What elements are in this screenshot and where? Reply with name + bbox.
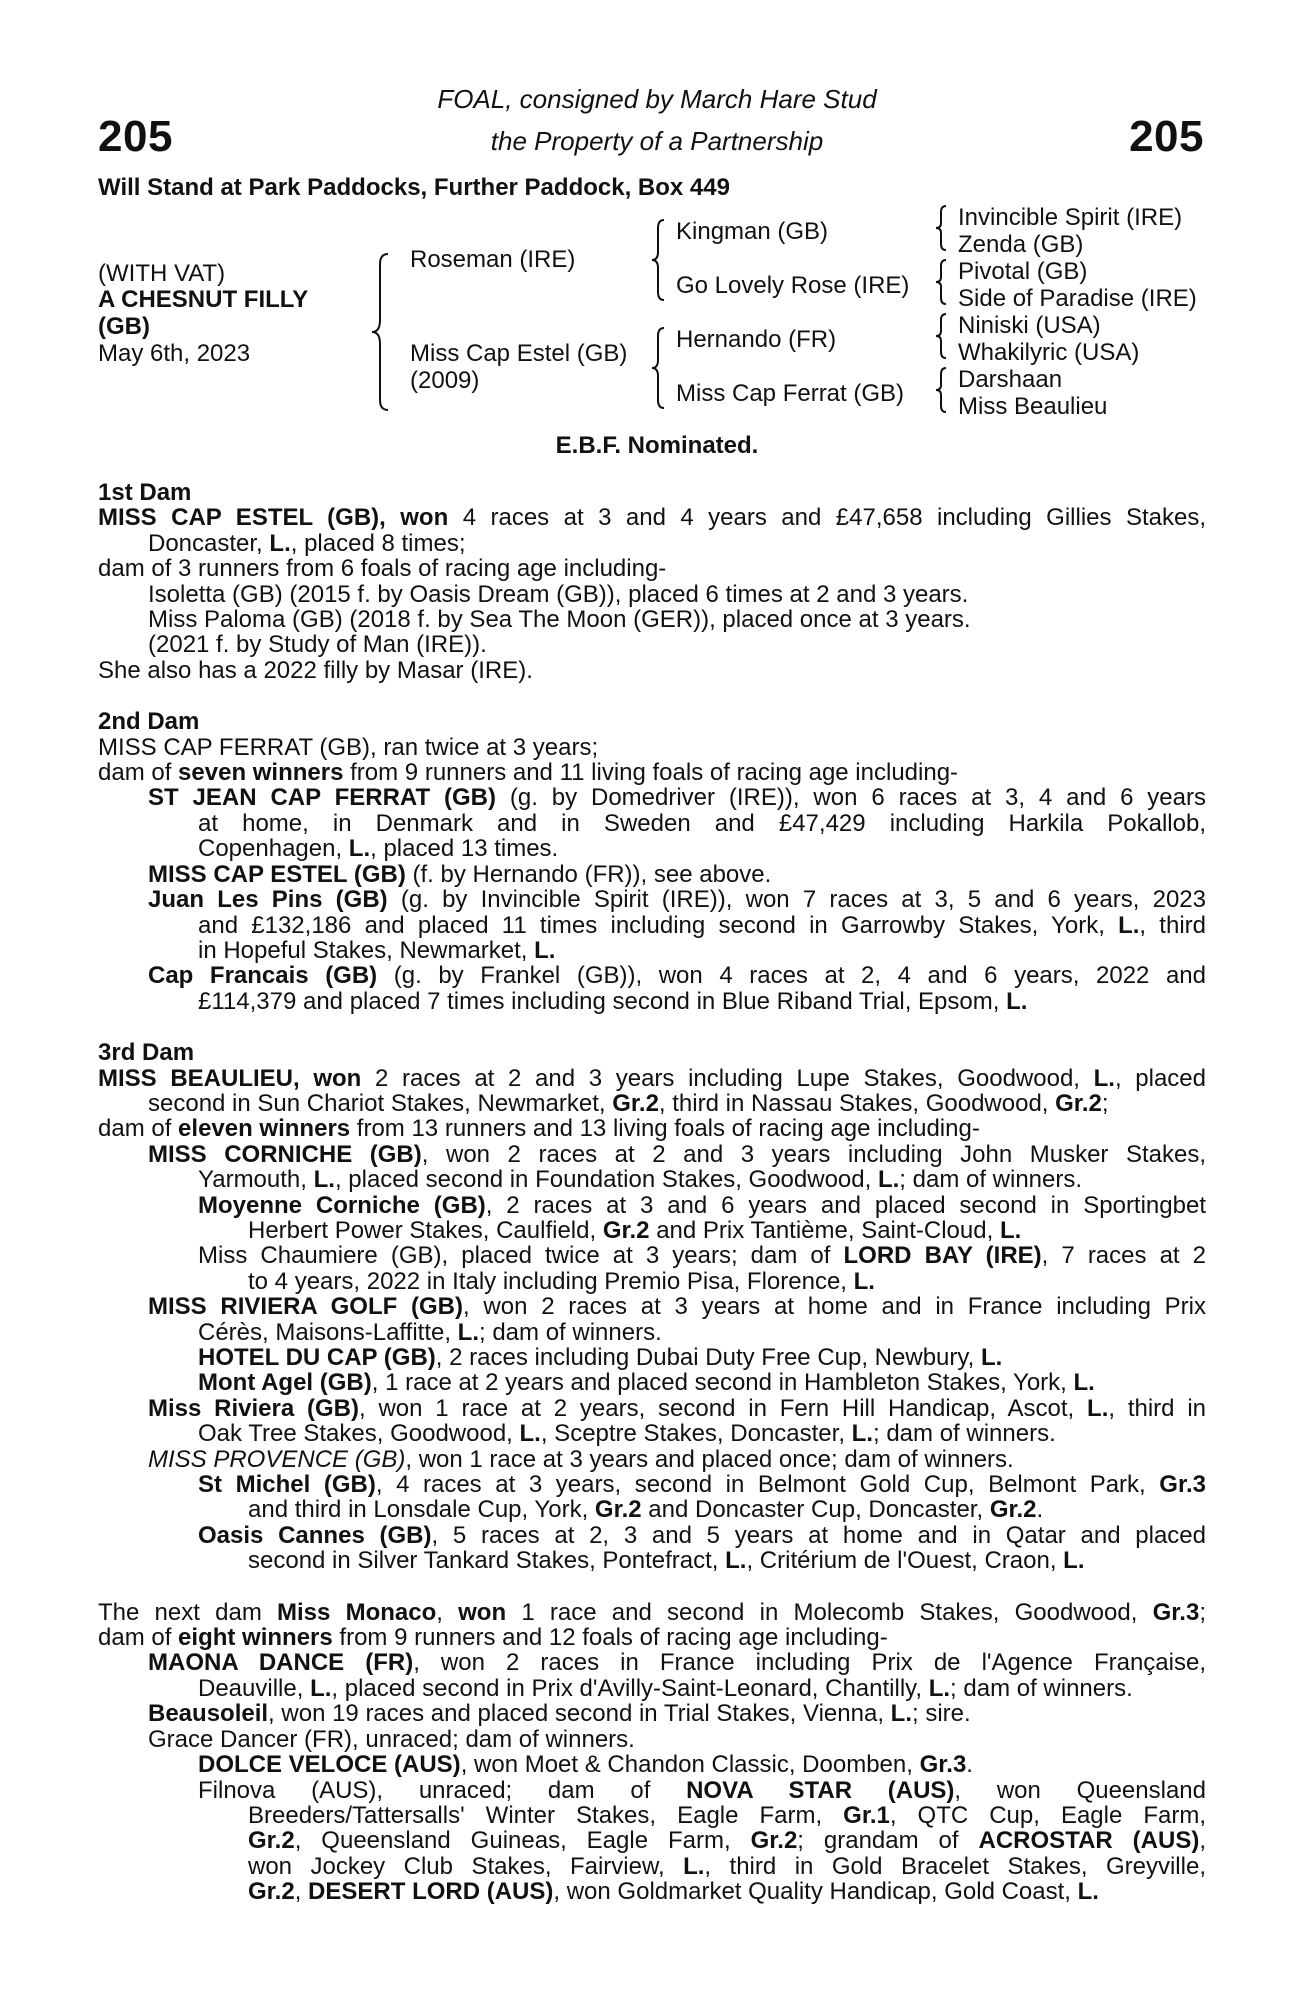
miss-riviera-line-1: Miss Riviera (GB), won 1 race at 2 years, second in Fern Hill Handicap, Ascot, L., third in: [148, 1394, 1206, 1422]
lot-number-left: 205: [98, 112, 173, 161]
horse-origin: (GB): [98, 313, 150, 340]
miss-beaulieu-line-2: second in Sun Chariot Stakes, Newmarket, Gr.2, third in Nassau Stakes, Goodwood, Gr.2;: [148, 1089, 1109, 1117]
miss-riviera-golf-line-1: MISS RIVIERA GOLF (GB), won 2 races at 3 years at home and in France including Prix: [148, 1293, 1207, 1321]
first-dam-line-4: Isoletta (GB) (2015 f. by Oasis Dream (GB)), placed 6 times at 2 and 3 years.: [148, 580, 969, 608]
filnova-line-1: Filnova (AUS), unraced; dam of NOVA STAR (AUS), won Queensland: [198, 1776, 1206, 1804]
miss-riviera-line-2: Oak Tree Stakes, Goodwood, L., Sceptre Stakes, Doncaster, L.; dam of winners.: [198, 1420, 1056, 1448]
moyenne-corniche-line-1: Moyenne Corniche (GB), 2 races at 3 and 6 years and placed second in Sportingbet: [198, 1191, 1206, 1219]
property-line: the Property of a Partnership: [490, 126, 824, 156]
oasis-cannes-line-2: second in Silver Tankard Stakes, Pontefract, L., Critérium de l'Ouest, Craon, L.: [248, 1547, 1085, 1575]
miss-corniche-line-1: MISS CORNICHE (GB), won 2 races at 2 and 3 years including John Musker Stakes,: [148, 1140, 1207, 1168]
g-brace-1: [934, 204, 948, 252]
first-dam-line-6: (2021 f. by Study of Man (IRE)).: [148, 631, 487, 659]
juan-les-pins-line-2: and £132,186 and placed 11 times including second in Garrowby Stakes, York, L., third: [198, 911, 1206, 939]
dam-name: Miss Cap Estel (GB): [410, 340, 628, 367]
pedigree-brace-main: [370, 252, 392, 412]
dam-sire: Hernando (FR): [676, 326, 837, 353]
g-brace-3: [934, 312, 948, 360]
miss-riviera-golf-line-2: Cérès, Maisons-Laffitte, L.; dam of winners.: [198, 1318, 662, 1346]
dam-year: (2009): [410, 367, 480, 394]
ancestor-2: Zenda (GB): [958, 231, 1084, 258]
filnova-line-4: won Jockey Club Stakes, Fairview, L., third in Gold Bracelet Stakes, Greyville,: [248, 1852, 1206, 1880]
cap-francais-line-2: £114,379 and placed 7 times including second in Blue Riband Trial, Epsom, L.: [198, 987, 1028, 1015]
horse-name: A CHESNUT FILLY: [98, 286, 309, 313]
st-michel-line-1: St Michel (GB), 4 races at 3 years, second in Belmont Gold Cup, Belmont Park, Gr.3: [198, 1471, 1206, 1499]
dam-brace: [650, 326, 666, 410]
first-dam-line-2: Doncaster, L., placed 8 times;: [148, 529, 466, 557]
miss-corniche-line-2: Yarmouth, L., placed second in Foundation Stakes, Goodwood, L.; dam of winners.: [198, 1166, 1083, 1194]
filnova-line-3: Gr.2, Queensland Guineas, Eagle Farm, Gr.2; grandam of ACROSTAR (AUS),: [248, 1827, 1206, 1855]
ancestor-4: Side of Paradise (IRE): [958, 285, 1197, 312]
cap-francais-line-1: Cap Francais (GB) (g. by Frankel (GB)), won 4 races at 2, 4 and 6 years, 2022 and: [148, 962, 1207, 990]
st-michel-line-2: and third in Lonsdale Cup, York, Gr.2 and Doncaster Cup, Doncaster, Gr.2.: [248, 1496, 1044, 1524]
mont-agel-line: Mont Agel (GB), 1 race at 2 years and placed second in Hambleton Stakes, York, L.: [198, 1369, 1095, 1397]
st-jean-line-1: ST JEAN CAP FERRAT (GB) (g. by Domedriver (IRE)), won 6 races at 3, 4 and 6 years: [148, 784, 1206, 812]
g-brace-4: [934, 366, 948, 414]
consignor-line: FOAL, consigned by March Hare Stud: [437, 84, 877, 114]
hotel-du-cap-line: HOTEL DU CAP (GB), 2 races including Dubai Duty Free Cup, Newbury, L.: [198, 1344, 1003, 1371]
sire-brace: [650, 218, 666, 302]
catalogue-body: [98, 480, 1206, 1905]
grace-dancer-line: Grace Dancer (FR), unraced; dam of winners.: [148, 1725, 635, 1753]
ancestor-7: Darshaan: [958, 366, 1063, 393]
dolce-veloce-line: DOLCE VELOCE (AUS), won Moet & Chandon Classic, Doomben, Gr.3.: [198, 1751, 973, 1779]
ancestor-6: Whakilyric (USA): [958, 339, 1140, 366]
maona-dance-line-1: MAONA DANCE (FR), won 2 races in France including Prix de l'Agence Française,: [148, 1649, 1206, 1677]
sire-dam: Go Lovely Rose (IRE): [676, 272, 910, 299]
ancestor-3: Pivotal (GB): [958, 258, 1088, 285]
third-dam-heading: 3rd Dam: [98, 1039, 195, 1067]
moyenne-corniche-line-2: Herbert Power Stakes, Caulfield, Gr.2 and Prix Tantième, Saint-Cloud, L.: [248, 1216, 1022, 1244]
miss-cap-estel-line: MISS CAP ESTEL (GB) (f. by Hernando (FR)), see above.: [148, 860, 772, 888]
oasis-cannes-line-1: Oasis Cannes (GB), 5 races at 2, 3 and 5 years at home and in Qatar and placed: [198, 1521, 1206, 1549]
ancestor-8: Miss Beaulieu: [958, 393, 1108, 420]
juan-les-pins-line-3: in Hopeful Stakes, Newmarket, L.: [198, 936, 556, 964]
sire-name: Roseman (IRE): [410, 246, 576, 273]
horse-dob: May 6th, 2023: [98, 340, 251, 367]
first-dam-line-7: She also has a 2022 filly by Masar (IRE).: [98, 656, 533, 684]
stand-location: Will Stand at Park Paddocks, Further Paddock, Box 449: [98, 174, 730, 201]
filnova-line-5: Gr.2, DESERT LORD (AUS), won Goldmarket Quality Handicap, Gold Coast, L.: [248, 1878, 1099, 1906]
miss-beaulieu-line-1: MISS BEAULIEU, won 2 races at 2 and 3 years including Lupe Stakes, Goodwood, L., placed: [98, 1064, 1207, 1092]
juan-les-pins-line-1: Juan Les Pins (GB) (g. by Invincible Spirit (IRE)), won 7 races at 3, 5 and 6 years, 2023: [148, 886, 1207, 914]
next-dam-line-2: dam of eight winners from 9 runners and 12 foals of racing age including-: [98, 1624, 888, 1652]
filnova-line-2: Breeders/Tattersalls' Winter Stakes, Eagle Farm, Gr.1, QTC Cup, Eagle Farm,: [248, 1801, 1206, 1829]
second-dam-heading: 2nd Dam: [98, 708, 200, 736]
first-dam-line-3: dam of 3 runners from 6 foals of racing age including-: [98, 555, 667, 583]
ancestor-5: Niniski (USA): [958, 312, 1101, 339]
next-dam-line-1: The next dam Miss Monaco, won 1 race and second in Molecomb Stakes, Goodwood, Gr.3;: [98, 1598, 1206, 1626]
st-jean-line-3: Copenhagen, L., placed 13 times.: [198, 835, 559, 863]
first-dam-heading: 1st Dam: [98, 479, 192, 506]
maona-dance-line-2: Deauville, L., placed second in Prix d'Avilly-Saint-Leonard, Chantilly, L.; dam of winners.: [198, 1674, 1133, 1702]
dam-dam: Miss Cap Ferrat (GB): [676, 380, 905, 407]
miss-beaulieu-line-3: dam of eleven winners from 13 runners and 13 living foals of racing age including-: [98, 1115, 980, 1143]
first-dam-line-1: MISS CAP ESTEL (GB), won 4 races at 3 and 4 years and £47,658 including Gillies Stakes,: [98, 504, 1206, 532]
vat-note: (WITH VAT): [98, 260, 226, 287]
g-brace-2: [934, 258, 948, 306]
second-dam-line-1: MISS CAP FERRAT (GB), ran twice at 3 years;: [98, 733, 599, 761]
ancestor-1: Invincible Spirit (IRE): [958, 204, 1183, 231]
first-dam-line-5: Miss Paloma (GB) (2018 f. by Sea The Moon (GER)), placed once at 3 years.: [148, 606, 971, 634]
st-jean-line-2: at home, in Denmark and in Sweden and £47,429 including Harkila Pokallob,: [198, 809, 1206, 837]
miss-chaumiere-line-2: to 4 years, 2022 in Italy including Premio Pisa, Florence, L.: [248, 1267, 875, 1295]
second-dam-line-2: dam of seven winners from 9 runners and 11 living foals of racing age including-: [98, 759, 959, 787]
miss-chaumiere-line-1: Miss Chaumiere (GB), placed twice at 3 years; dam of LORD BAY (IRE), 7 races at 2: [198, 1242, 1206, 1270]
ebf-nomination: E.B.F. Nominated.: [555, 432, 759, 459]
sire-sire: Kingman (GB): [676, 218, 829, 245]
miss-provence-line: MISS PROVENCE (GB), won 1 race at 3 years and placed once; dam of winners.: [148, 1445, 1014, 1473]
beausoleil-line: Beausoleil, won 19 races and placed second in Trial Stakes, Vienna, L.; sire.: [148, 1700, 971, 1728]
lot-number-right: 205: [1129, 112, 1204, 161]
